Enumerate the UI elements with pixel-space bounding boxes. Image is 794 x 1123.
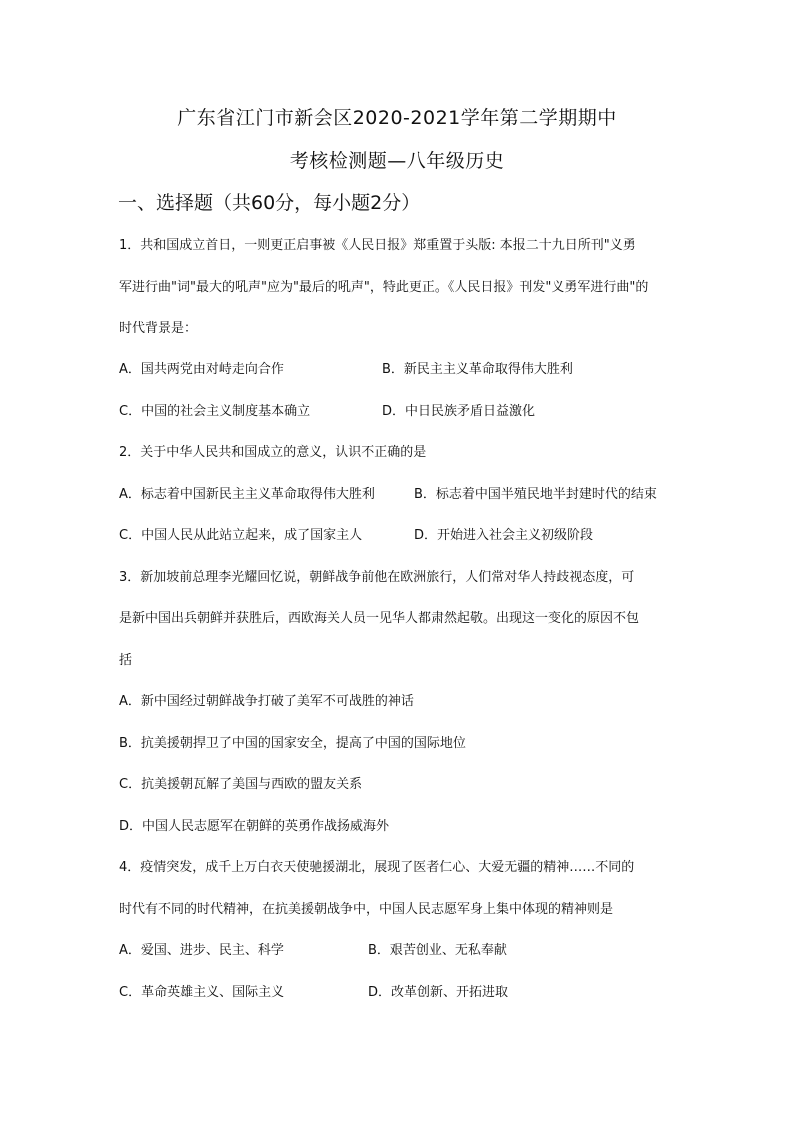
exam-title-line-2: 考核检测题—八年级历史: [289, 150, 505, 172]
question-2-stem-line-1: 2．关于中华人民共和国成立的意义，认识不正确的是: [119, 445, 427, 460]
question-1-stem-line-1: 1．共和国成立首日，一则更正启事被《人民日报》郑重置于头版: 本报二十九日所刊"义勇: [119, 238, 636, 253]
question-3-option-a: A．新中国经过朝鲜战争打破了美军不可战胜的神话: [119, 694, 414, 709]
question-2-option-c: C．中国人民从此站立起来，成了国家主人: [119, 528, 363, 543]
question-3-option-d: D．中国人民志愿军在朝鲜的英勇作战扬威海外: [119, 819, 390, 834]
question-1-stem-line-2: 军进行曲"词"最大的吼声"应为"最后的吼声"，特此更正。《人民日报》刊发"义勇军进行曲"的: [119, 280, 649, 295]
question-1-stem-line-3: 时代背景是：: [119, 321, 198, 336]
question-1-option-a: A．国共两党由对峙走向合作: [119, 362, 284, 377]
question-1-option-c: C．中国的社会主义制度基本确立: [119, 404, 311, 419]
question-2-option-a: A．标志着中国新民主主义革命取得伟大胜利: [119, 487, 375, 502]
question-3-option-b: B．抗美援朝捍卫了中国的国家安全，提高了中国的国际地位: [119, 736, 466, 751]
question-4-option-b: B．艰苦创业、无私奉献: [368, 943, 507, 958]
question-3-stem-line-3: 括: [119, 653, 133, 668]
question-1-option-d: D．中日民族矛盾日益激化: [382, 404, 536, 419]
question-4-option-d: D．改革创新、开拓进取: [368, 985, 509, 1000]
question-3-stem-line-2: 是新中国出兵朝鲜并获胜后，西欧海关人员一见华人都肃然起敬。出现这一变化的原因不包: [119, 611, 640, 626]
question-3-option-c: C．抗美援朝瓦解了美国与西欧的盟友关系: [119, 777, 363, 792]
section-heading: 一、选择题（共60分，每小题2分）: [118, 192, 421, 214]
question-4-option-c: C．革命英雄主义、国际主义: [119, 985, 285, 1000]
question-3-stem-line-1: 3．新加坡前总理李光耀回忆说，朝鲜战争前他在欧洲旅行，人们常对华人持歧视态度，可: [119, 570, 635, 585]
question-2-option-b: B．标志着中国半殖民地半封建时代的结束: [414, 487, 657, 502]
question-1-option-b: B．新民主主义革命取得伟大胜利: [382, 362, 573, 377]
question-4-stem-line-2: 时代有不同的时代精神，在抗美援朝战争中，中国人民志愿军身上集中体现的精神则是: [119, 902, 614, 917]
question-4-stem-line-1: 4．疫情突发，成千上万白衣天使驰援湖北，展现了医者仁心、大爱无疆的精神……不同的: [119, 860, 635, 875]
question-2-option-d: D．开始进入社会主义初级阶段: [414, 528, 594, 543]
exam-title-line-1: 广东省江门市新会区2020-2021学年第二学期期中: [177, 107, 617, 129]
question-4-option-a: A．爱国、进步、民主、科学: [119, 943, 284, 958]
